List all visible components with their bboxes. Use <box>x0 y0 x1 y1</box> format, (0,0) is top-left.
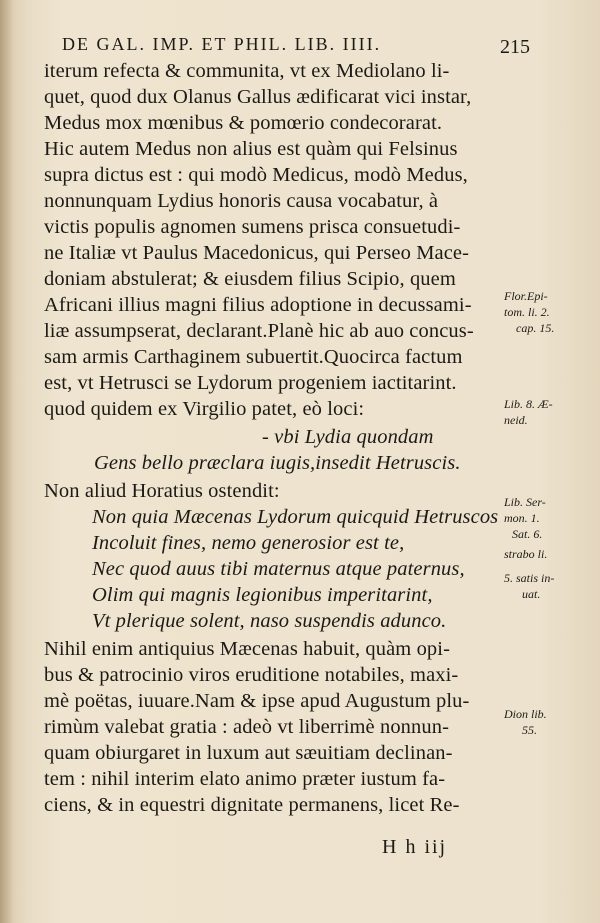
margin-note: tom. li. 2. <box>504 305 550 319</box>
signature-mark: H h iij <box>382 836 448 858</box>
verse-line: Olim qui magnis legionibus imperitarint, <box>92 584 433 606</box>
margin-note: cap. 15. <box>516 321 555 335</box>
text-line: Medus mox mœnibus & pomœrio condecorarat. <box>44 112 443 134</box>
text-line: liæ assumpserat, declarant.Planè hic ab auo concus- <box>44 320 474 342</box>
text-line: iterum refecta & communita, vt ex Mediolano li- <box>44 60 450 82</box>
verse-line: Vt plerique solent, naso suspendis adunco. <box>92 610 447 632</box>
verse-line: Incoluit fines, nemo generosior est te, <box>92 532 405 554</box>
margin-note: 55. <box>522 723 537 737</box>
margin-note: neid. <box>504 413 528 427</box>
verse-line: Nec quod auus tibi maternus atque paternus, <box>92 558 465 580</box>
text-line: quod quidem ex Virgilio patet, eò loci: <box>44 398 365 420</box>
text-line: doniam abstulerat; & eiusdem filius Scipio, quem <box>44 268 456 290</box>
text-line: ne Italiæ vt Paulus Macedonicus, qui Perseo Mace- <box>44 242 470 264</box>
margin-note: Lib. Ser- <box>504 495 546 509</box>
running-head: DE GAL. IMP. ET PHIL. LIB. IIII. <box>62 34 382 54</box>
text-line: est, vt Hetrusci se Lydorum progeniem iactitarint. <box>44 372 457 394</box>
margin-note: Lib. 8. Æ- <box>504 397 553 411</box>
margin-note: Dion lib. <box>504 707 547 721</box>
margin-note: Sat. 6. <box>512 527 543 541</box>
text-line: supra dictus est : qui modò Medicus, modò Medus, <box>44 164 468 186</box>
text-line: quet, quod dux Olanus Gallus ædificarat vici instar, <box>44 86 472 108</box>
margin-note: mon. 1. <box>504 511 540 525</box>
margin-note: uat. <box>522 587 541 601</box>
margin-note: Flor.Epi- <box>504 289 548 303</box>
text-line: Africani illius magni filius adoptione in decussami- <box>44 294 472 316</box>
text-line: mè poëtas, iuuare.Nam & ipse apud Augustum plu- <box>44 690 470 712</box>
text-line: rimùm valebat gratia : adeò vt liberrimè nonnun- <box>44 716 449 738</box>
text-line: sam armis Carthaginem subuertit.Quocirca factum <box>44 346 463 368</box>
text-line: Nihil enim antiquius Mæcenas habuit, quàm opi- <box>44 638 451 660</box>
text-line: quam obiurgaret in luxum aut sæuitiam declinan- <box>44 742 453 764</box>
text-line: Non aliud Horatius ostendit: <box>44 480 280 502</box>
text-line: ciens, & in equestri dignitate permanens, licet Re- <box>44 794 460 816</box>
gutter-shadow <box>0 0 14 923</box>
text-line: nonnunquam Lydius honoris causa vocabatur, à <box>44 190 439 212</box>
text-line: bus & patrocinio viros eruditione notabiles, maxi- <box>44 664 459 686</box>
text-line: Hic autem Medus non alius est quàm qui Felsinus <box>44 138 458 160</box>
verse-line: - vbi Lydia quondam <box>262 426 434 448</box>
page-number: 215 <box>500 36 530 58</box>
verse-line: Non quia Mæcenas Lydorum quicquid Hetruscos <box>92 506 499 528</box>
verse-line: Gens bello præclara iugis,insedit Hetruscis. <box>94 452 461 474</box>
text-line: victis populis agnomen sumens prisca consuetudi- <box>44 216 461 238</box>
text-line: tem : nihil interim elato animo præter iustum fa- <box>44 768 446 790</box>
margin-note: 5. satis in- <box>504 571 555 585</box>
margin-note: strabo li. <box>504 547 548 561</box>
